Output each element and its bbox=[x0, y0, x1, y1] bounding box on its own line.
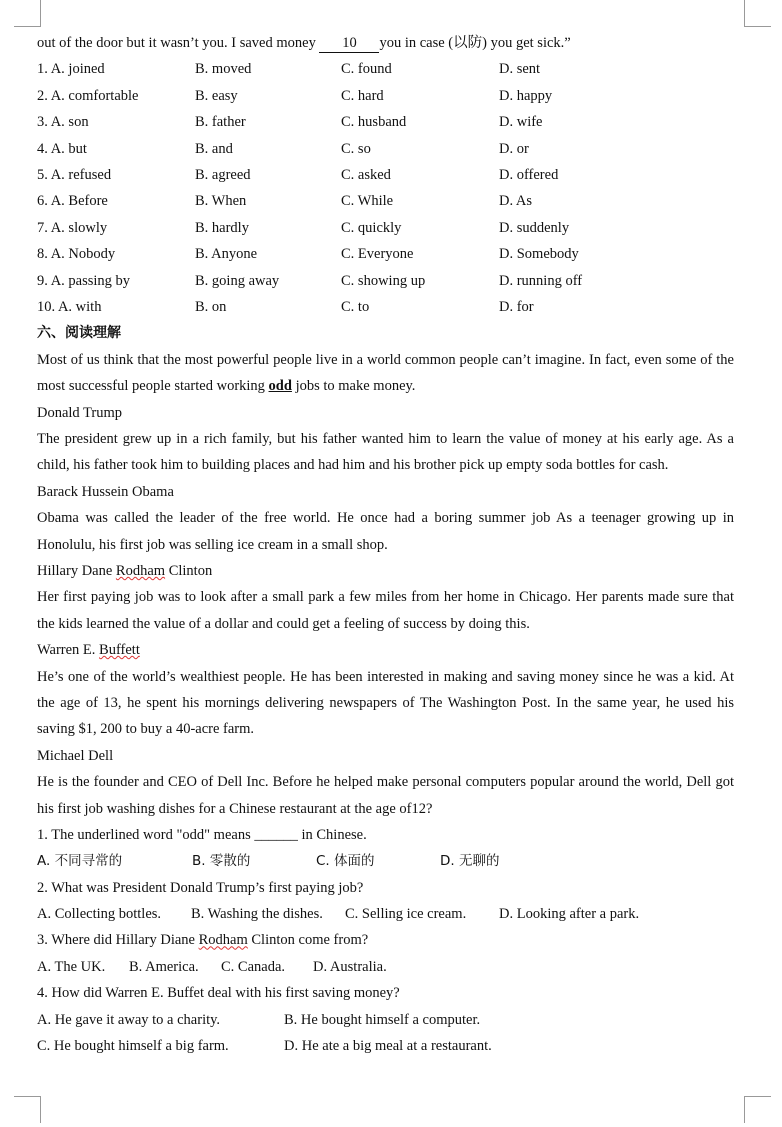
spellcheck-word: Rodham bbox=[115, 562, 166, 579]
option-d: D. He ate a big meal at a restaurant. bbox=[284, 1038, 492, 1055]
option-row-2 bbox=[37, 83, 734, 109]
option-b: B. on bbox=[195, 298, 227, 315]
option-b: B. moved bbox=[195, 61, 252, 78]
option-a: 6. A. Before bbox=[37, 193, 108, 210]
option-c: C. asked bbox=[341, 166, 391, 183]
option-c: C. He bought himself a big farm. bbox=[37, 1038, 229, 1055]
question-4-options-row-1 bbox=[37, 1007, 734, 1033]
option-a: 8. A. Nobody bbox=[37, 246, 116, 263]
passage-text-end: you in case (以防) you get sick.” bbox=[379, 35, 571, 51]
option-b: B. Washing the dishes. bbox=[191, 906, 323, 923]
option-c: C. found bbox=[341, 61, 392, 78]
passage-last-line bbox=[37, 30, 734, 56]
option-a: 3. A. son bbox=[37, 114, 89, 131]
option-a: 2. A. comfortable bbox=[37, 87, 139, 104]
question-text-end: Clinton come from? bbox=[247, 932, 369, 949]
option-c: C. Everyone bbox=[341, 246, 414, 263]
option-b: B. agreed bbox=[195, 166, 251, 183]
option-row-8 bbox=[37, 241, 734, 267]
question-2-options bbox=[37, 901, 734, 927]
reading-intro bbox=[37, 347, 734, 400]
option-b: B. father bbox=[195, 114, 246, 131]
option-d: D. Somebody bbox=[499, 246, 579, 263]
option-b: B. hardly bbox=[195, 219, 249, 236]
question-3 bbox=[37, 927, 734, 953]
option-row-9 bbox=[37, 268, 734, 294]
section-heading: 六、阅读理解 bbox=[37, 325, 121, 342]
document-body bbox=[37, 30, 734, 1059]
question-4-options-row-2 bbox=[37, 1033, 734, 1059]
option-b: B. When bbox=[195, 193, 247, 210]
page-corner-mark-top-right bbox=[744, 0, 771, 27]
intro-text-end: jobs to make money. bbox=[291, 378, 416, 395]
option-c: C. husband bbox=[341, 114, 407, 131]
option-d: D. suddenly bbox=[499, 219, 570, 236]
question-4: 4. How did Warren E. Buffet deal with his first saving money? bbox=[37, 985, 400, 1002]
option-d: D. happy bbox=[499, 87, 553, 104]
question-1-options bbox=[37, 848, 734, 874]
person-text-trump: The president grew up in a rich family, but his father wanted him to learn the value of money at his early age. As a child, his father took him to building places and had him and his brother pick up empty soda bottles for cash. bbox=[37, 430, 734, 474]
passage-text: out of the door but it wasn’t you. I saved money bbox=[37, 35, 320, 51]
option-c: C. so bbox=[341, 140, 371, 157]
option-a: 7. A. slowly bbox=[37, 219, 108, 236]
question-3-options bbox=[37, 954, 734, 980]
question-text: 3. Where did Hillary Diane bbox=[37, 932, 199, 949]
option-c: C. While bbox=[341, 193, 394, 210]
option-d: D. running off bbox=[499, 272, 583, 289]
option-d: D. wife bbox=[499, 114, 543, 131]
option-d: D. for bbox=[499, 298, 534, 315]
spellcheck-word: Rodham bbox=[198, 932, 248, 949]
option-row-6 bbox=[37, 188, 734, 214]
spellcheck-word: Buffett bbox=[99, 642, 140, 659]
option-c: C. Selling ice cream. bbox=[345, 906, 467, 923]
option-a: 4. A. but bbox=[37, 140, 87, 157]
person-text-dell: He is the founder and CEO of Dell Inc. Before he helped make personal computers popular around the world, Dell got his first job washing dishes for a Chinese restaurant at the age of12? bbox=[37, 774, 734, 817]
option-d: D. or bbox=[499, 140, 529, 157]
person-text-obama: Obama was called the leader of the free world. He once had a boring summer job As a teenager growing up in Honolulu, his first job was selling ice cream in a small shop. bbox=[37, 510, 734, 553]
underlined-word-odd: odd bbox=[268, 378, 292, 395]
option-a: A. Collecting bottles. bbox=[37, 906, 162, 923]
person-name-buffett bbox=[37, 637, 734, 663]
option-row-5 bbox=[37, 162, 734, 188]
option-b: B. easy bbox=[195, 87, 238, 104]
option-a: 9. A. passing by bbox=[37, 272, 131, 289]
page-corner-mark-top-left bbox=[14, 0, 41, 27]
page-corner-mark-bottom-right bbox=[744, 1096, 771, 1123]
option-b: B. and bbox=[195, 140, 233, 157]
person-name-dell: Michael Dell bbox=[37, 747, 114, 764]
question-2: 2. What was President Donald Trump’s first paying job? bbox=[37, 879, 364, 896]
cloze-options-list bbox=[37, 56, 734, 320]
option-a: A. 不同寻常的 bbox=[37, 853, 123, 870]
option-d: D. 无聊的 bbox=[440, 853, 500, 870]
person-name-clinton bbox=[37, 558, 734, 584]
intro-text: Most of us think that the most powerful people live in a world common people can’t imagine. In fact, even some of the most successful people started working bbox=[37, 351, 734, 395]
person-name-trump: Donald Trump bbox=[37, 404, 123, 421]
option-d: D. Australia. bbox=[313, 958, 387, 975]
option-c: C. 体面的 bbox=[316, 853, 375, 870]
option-a: 1. A. joined bbox=[37, 61, 105, 78]
question-1: 1. The underlined word "odd" means ______ in Chinese. bbox=[37, 826, 367, 843]
option-c: C. to bbox=[341, 298, 370, 315]
person-name-obama: Barack Hussein Obama bbox=[37, 483, 174, 500]
option-row-3 bbox=[37, 109, 734, 135]
option-d: D. Looking after a park. bbox=[499, 906, 640, 923]
option-d: D. sent bbox=[499, 61, 541, 78]
option-row-1 bbox=[37, 56, 734, 82]
option-c: C. hard bbox=[341, 87, 384, 104]
name-part: Hillary Dane bbox=[37, 562, 116, 579]
option-d: D. As bbox=[499, 193, 533, 210]
answer-blank-10: 10 bbox=[319, 34, 379, 53]
person-text-buffett: He’s one of the world’s wealthiest people. He has been interested in making and saving money since he was a kid. At the age of 13, he spent his mornings delivering newspapers of The Washington Post. In the same year, he used his saving $1, 200 to buy a 40-acre farm. bbox=[37, 668, 734, 738]
option-b: B. He bought himself a computer. bbox=[284, 1011, 481, 1028]
option-c: C. showing up bbox=[341, 272, 426, 289]
option-a: A. He gave it away to a charity. bbox=[37, 1011, 221, 1028]
option-row-7 bbox=[37, 215, 734, 241]
option-b: B. 零散的 bbox=[192, 853, 251, 870]
option-row-4 bbox=[37, 136, 734, 162]
option-a: 5. A. refused bbox=[37, 166, 112, 183]
option-a: A. The UK. bbox=[37, 958, 106, 975]
option-row-10 bbox=[37, 294, 734, 320]
option-c: C. Canada. bbox=[221, 958, 286, 975]
option-d: D. offered bbox=[499, 166, 559, 183]
option-c: C. quickly bbox=[341, 219, 402, 236]
page-corner-mark-bottom-left bbox=[14, 1096, 41, 1123]
name-part: Clinton bbox=[165, 562, 213, 579]
option-a: 10. A. with bbox=[37, 298, 102, 315]
name-part: Warren E. bbox=[37, 642, 100, 659]
option-b: B. Anyone bbox=[195, 246, 258, 263]
option-b: B. America. bbox=[129, 958, 199, 975]
option-b: B. going away bbox=[195, 272, 280, 289]
person-text-clinton: Her first paying job was to look after a small park a few miles from her home in Chicago. Her parents made sure that the kids learned the value of a dollar and could get a feeling of success by doing this. bbox=[37, 589, 734, 632]
